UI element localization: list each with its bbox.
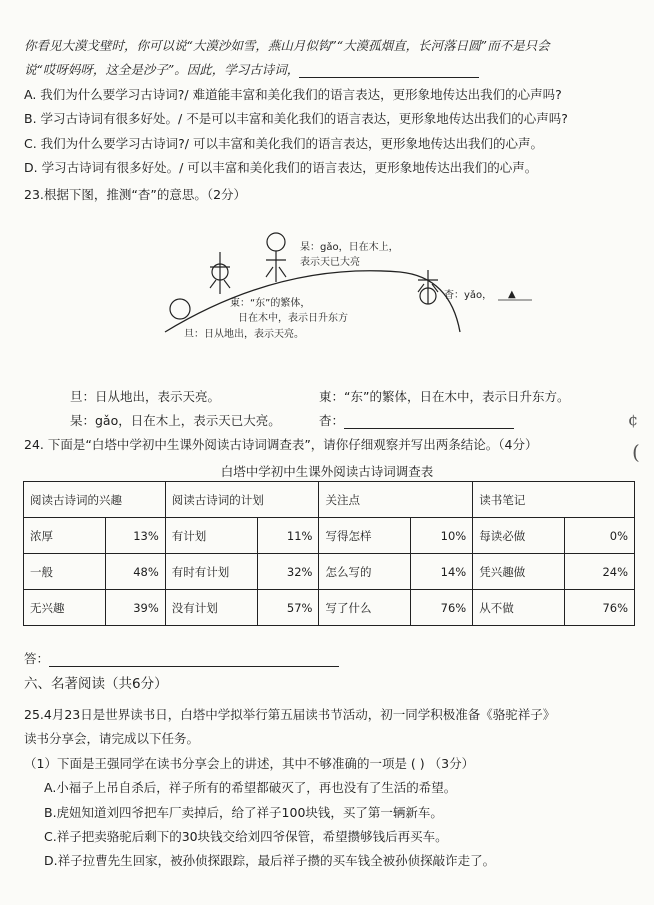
dong-label-2: 日在木中，表示日升东方 bbox=[238, 313, 348, 324]
q25-sub-1: （1）下面是王强同学在读书分享会上的讲述，其中不够准确的一项是 ( ) （3分） bbox=[24, 756, 475, 771]
cell-percent: 11% bbox=[257, 518, 319, 554]
section-6-heading: 六、名著阅读（共6分） bbox=[24, 676, 168, 692]
cell-percent: 39% bbox=[105, 590, 165, 626]
restate-dan: 旦：日从地出，表示天亮。 bbox=[70, 389, 221, 404]
tree-sun-above bbox=[266, 233, 286, 282]
q22-option-c: C. 我们为什么要学习古诗词?/ 可以丰富和美化我们的语言表达，更形象地传达出我们的心声。 bbox=[24, 136, 543, 151]
tree-sun-below bbox=[418, 270, 438, 304]
gao-label-2: 表示天已大亮 bbox=[300, 257, 360, 268]
intro-line-2-text: 说“哎呀妈呀，这全是沙子”。因此，学习古诗词， bbox=[24, 62, 300, 77]
intro-line-1: 你看见大漠戈壁时，你可以说“大漠沙如雪，燕山月似钩”“大漠孤烟直，长河落日圆”而不是只会 bbox=[24, 38, 550, 53]
cell-label: 有计划 bbox=[165, 518, 257, 554]
rising-sun bbox=[170, 299, 190, 319]
cell-percent: 57% bbox=[257, 590, 319, 626]
character-illustration bbox=[160, 222, 540, 347]
q25-line-1: 25.4月23日是世界读书日，白塔中学拟举行第五届读书节活动，初一同学积极准备《骆驼祥子》 bbox=[24, 707, 556, 722]
header-interest: 阅读古诗词的兴趣 bbox=[24, 482, 166, 518]
cell-label: 没有计划 bbox=[165, 590, 257, 626]
survey-table bbox=[23, 481, 635, 626]
gao-label-1: 杲：gǎo，日在木上， bbox=[300, 242, 399, 253]
header-plan: 阅读古诗词的计划 bbox=[165, 482, 319, 518]
answer-blank[interactable] bbox=[299, 77, 479, 78]
table-row bbox=[24, 518, 635, 554]
cell-label: 无兴趣 bbox=[24, 590, 106, 626]
cell-percent: 13% bbox=[105, 518, 165, 554]
cell-percent: 14% bbox=[411, 554, 473, 590]
margin-mark-2: ( bbox=[632, 440, 640, 464]
restate-yao bbox=[319, 413, 514, 429]
cell-label: 从不做 bbox=[473, 590, 565, 626]
q25-option-b: B.虎妞知道刘四爷把车厂卖掉后，给了祥子100块钱，买了第一辆新车。 bbox=[44, 805, 443, 820]
cell-label: 怎么写的 bbox=[319, 554, 411, 590]
q22-option-a: A. 我们为什么要学习古诗词?/ 难道能丰富和美化我们的语言表达，更形象地传达出我们的心声吗? bbox=[24, 87, 562, 102]
tree-sun-inside bbox=[210, 252, 230, 294]
restate-gao: 杲：gǎo，日在木上，表示天已大亮。 bbox=[70, 413, 281, 428]
cell-label: 写得怎样 bbox=[319, 518, 411, 554]
q25-line-2: 读书分享会，请完成以下任务。 bbox=[24, 731, 200, 746]
q22-option-b: B. 学习古诗词有很多好处。/ 不是可以丰富和美化我们的语言表达，更形象地传达出我们的心声吗? bbox=[24, 111, 568, 126]
cell-percent: 76% bbox=[565, 590, 635, 626]
q24-answer-blank[interactable] bbox=[49, 666, 339, 667]
header-notes: 读书笔记 bbox=[473, 482, 635, 518]
q25-option-c: C.祥子把卖骆驼后剩下的30块钱交给刘四爷保管，希望攒够钱后再买车。 bbox=[44, 829, 448, 844]
cell-label: 写了什么 bbox=[319, 590, 411, 626]
yao-answer-blank[interactable] bbox=[344, 428, 514, 429]
table-title: 白塔中学初中生课外阅读古诗词调查表 bbox=[220, 464, 434, 479]
table-header-row bbox=[24, 482, 635, 518]
cell-label: 每读必做 bbox=[473, 518, 565, 554]
q25-option-d: D.祥子拉曹先生回家，被孙侦探跟踪，最后祥子攒的买车钱全被孙侦探敲诈走了。 bbox=[44, 853, 496, 868]
cell-label: 一般 bbox=[24, 554, 106, 590]
table-row bbox=[24, 590, 635, 626]
intro-line-2 bbox=[24, 62, 479, 78]
dan-label: 旦：日从地出，表示天亮。 bbox=[184, 329, 304, 340]
header-focus: 关注点 bbox=[319, 482, 473, 518]
q23-prompt: 23.根据下图，推测“杳”的意思。（2分） bbox=[24, 187, 247, 202]
cell-percent: 76% bbox=[411, 590, 473, 626]
cell-percent: 0% bbox=[565, 518, 635, 554]
margin-mark-1: ¢ bbox=[628, 410, 639, 429]
table-row bbox=[24, 554, 635, 590]
cell-percent: 48% bbox=[105, 554, 165, 590]
cell-label: 凭兴趣做 bbox=[473, 554, 565, 590]
cell-percent: 10% bbox=[411, 518, 473, 554]
q25-option-a: A.小福子上吊自杀后，祥子所有的希望都破灭了，再也没有了生活的希望。 bbox=[44, 780, 457, 795]
restate-yao-text: 杳： bbox=[319, 413, 345, 428]
yao-handwritten-mark: ▲ bbox=[508, 289, 516, 300]
yao-label: 杳：yǎo， bbox=[444, 290, 493, 301]
cell-percent: 24% bbox=[565, 554, 635, 590]
q24-answer bbox=[24, 651, 339, 667]
restate-dong: 東：“东”的繁体，日在木中，表示日升东方。 bbox=[319, 389, 570, 404]
q24-answer-label: 答： bbox=[24, 651, 50, 666]
cell-percent: 32% bbox=[257, 554, 319, 590]
dong-label-1: 東：“东”的繁体， bbox=[230, 298, 311, 309]
q22-option-d: D. 学习古诗词有很多好处。/ 可以丰富和美化我们的语言表达，更形象地传达出我们的心声。 bbox=[24, 160, 538, 175]
cell-label: 浓厚 bbox=[24, 518, 106, 554]
q24-prompt: 24. 下面是“白塔中学初中生课外阅读古诗词调查表”，请你仔细观察并写出两条结论。（4分） bbox=[24, 437, 538, 452]
cell-label: 有时有计划 bbox=[165, 554, 257, 590]
